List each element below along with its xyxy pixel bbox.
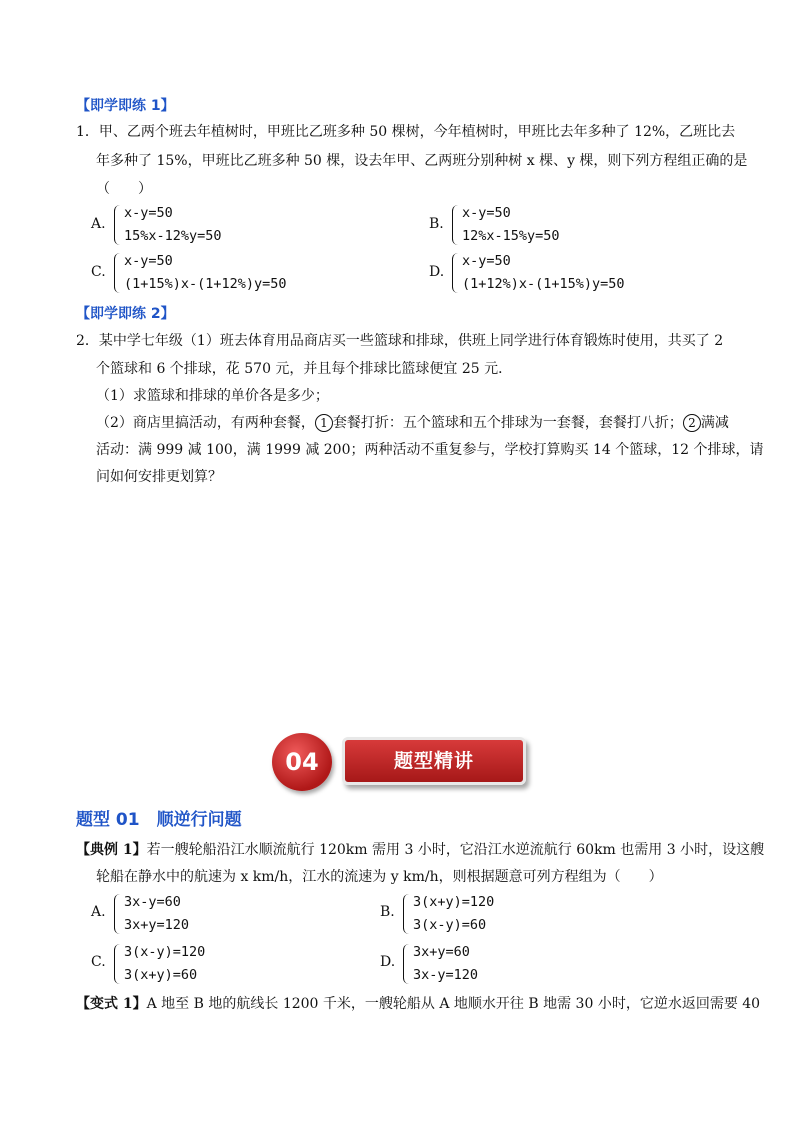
question-1-line-2: 年多种了 15%，甲班比乙班多种 50 棵，设去年甲、乙两班分别种树 x 棵、y 棵，则下列方程组正确的是 — [96, 153, 748, 169]
example-option-b-equations — [413, 891, 494, 937]
example-option-d-brace — [403, 944, 411, 984]
option-d-eq-1: x-y=50 — [462, 253, 511, 269]
sub-2-intro: （2）商店里搞活动，有两种套餐， — [96, 415, 315, 431]
option-c-equations — [124, 250, 287, 296]
option-d-brace — [452, 253, 460, 293]
variant-1-tag: 【变式 1】 — [76, 996, 147, 1012]
example-option-a-equations — [124, 891, 189, 937]
example-option-a-eq-2: 3x+y=120 — [124, 917, 190, 933]
option-c-eq-1: x-y=50 — [124, 253, 173, 269]
circled-number-1: 1 — [315, 414, 333, 432]
question-1-line-1: 1．甲、乙两个班去年植树时，甲班比乙班多种 50 棵树，今年植树时，甲班比去年多种了 12%，乙班比去 — [76, 124, 736, 140]
example-option-d-label: D. — [380, 954, 396, 970]
option-c-brace — [114, 253, 122, 293]
practice-1-header: 【即学即练 1】 — [76, 98, 175, 114]
option-b-brace — [452, 205, 460, 245]
question-1-line-3: （ ） — [96, 181, 152, 197]
question-2-sub-2-line-1 — [96, 413, 729, 433]
option-d-eq-2: (1+12%)x-(1+15%)y=50 — [462, 276, 625, 292]
option-a-equations — [124, 202, 222, 248]
circled-number-2: 2 — [683, 414, 701, 432]
example-1-line-2: 轮船在静水中的航速为 x km/h，江水的流速为 y km/h，则根据题意可列方程组为（ ） — [96, 869, 663, 885]
sub-2-full-reduction: 满减 — [700, 415, 729, 431]
option-c-eq-2: (1+15%)x-(1+12%)y=50 — [124, 276, 287, 292]
example-1-line-1 — [76, 840, 764, 860]
variant-1-line-1 — [76, 994, 760, 1014]
example-option-c-label: C. — [91, 954, 106, 970]
section-number-badge: 04 — [272, 733, 332, 791]
example-option-a-eq-1: 3x-y=60 — [124, 894, 181, 910]
example-option-a-label: A. — [91, 904, 106, 920]
example-option-b-brace — [403, 894, 411, 934]
section-banner-title: 题型精讲 — [342, 737, 526, 785]
option-b-eq-1: x-y=50 — [462, 205, 511, 221]
option-a-brace — [114, 205, 122, 245]
practice-2-header: 【即学即练 2】 — [76, 306, 175, 322]
variant-1-text: A 地至 B 地的航线长 1200 千米，一艘轮船从 A 地顺水开往 B 地需 30 小时，它逆水返回需要 40 — [146, 996, 761, 1012]
example-option-d-eq-2: 3x-y=120 — [413, 967, 479, 983]
example-option-c-equations — [124, 941, 205, 987]
example-option-d-equations — [413, 941, 478, 987]
example-option-a-brace — [114, 894, 122, 934]
option-d-equations — [462, 250, 625, 296]
option-a-eq-1: x-y=50 — [124, 205, 173, 221]
example-option-d-eq-1: 3x+y=60 — [413, 944, 470, 960]
example-option-c-eq-1: 3(x-y)=120 — [124, 944, 206, 960]
example-1-tag: 【典例 1】 — [76, 842, 147, 858]
option-a-label: A. — [91, 216, 106, 232]
example-1-text: 若一艘轮船沿江水顺流航行 120km 需用 3 小时，它沿江水逆流航行 60km 也需用 3 小时，设这艘 — [146, 842, 765, 858]
example-option-b-eq-2: 3(x-y)=60 — [413, 917, 487, 933]
example-option-c-brace — [114, 944, 122, 984]
option-a-eq-2: 15%x-12%y=50 — [124, 228, 222, 244]
question-2-line-1: 2．某中学七年级（1）班去体育用品商店买一些篮球和排球，供班上同学进行体育锻炼时使用，共买了 2 — [76, 333, 724, 349]
example-option-c-eq-2: 3(x+y)=60 — [124, 967, 198, 983]
sub-2-package-discount: 套餐打折：五个篮球和五个排球为一套餐，套餐打八折； — [332, 415, 683, 431]
example-option-b-label: B. — [380, 904, 395, 920]
option-b-eq-2: 12%x-15%y=50 — [462, 228, 560, 244]
example-option-b-eq-1: 3(x+y)=120 — [413, 894, 495, 910]
option-c-label: C. — [91, 264, 106, 280]
type-01-title: 题型 01 顺逆行问题 — [76, 810, 242, 830]
question-2-line-2: 个篮球和 6 个排球，花 570 元，并且每个排球比篮球便宜 25 元． — [96, 361, 513, 377]
option-b-equations — [462, 202, 560, 248]
question-2-sub-2-line-2: 活动：满 999 减 100，满 1999 减 200；两种活动不重复参与，学校打算购买 14 个篮球，12 个排球，请 — [96, 442, 764, 458]
option-b-label: B. — [429, 216, 444, 232]
question-2-sub-1: （1）求篮球和排球的单价各是多少； — [96, 388, 329, 404]
question-2-sub-2-line-3: 问如何安排更划算？ — [96, 469, 222, 485]
option-d-label: D. — [429, 264, 445, 280]
